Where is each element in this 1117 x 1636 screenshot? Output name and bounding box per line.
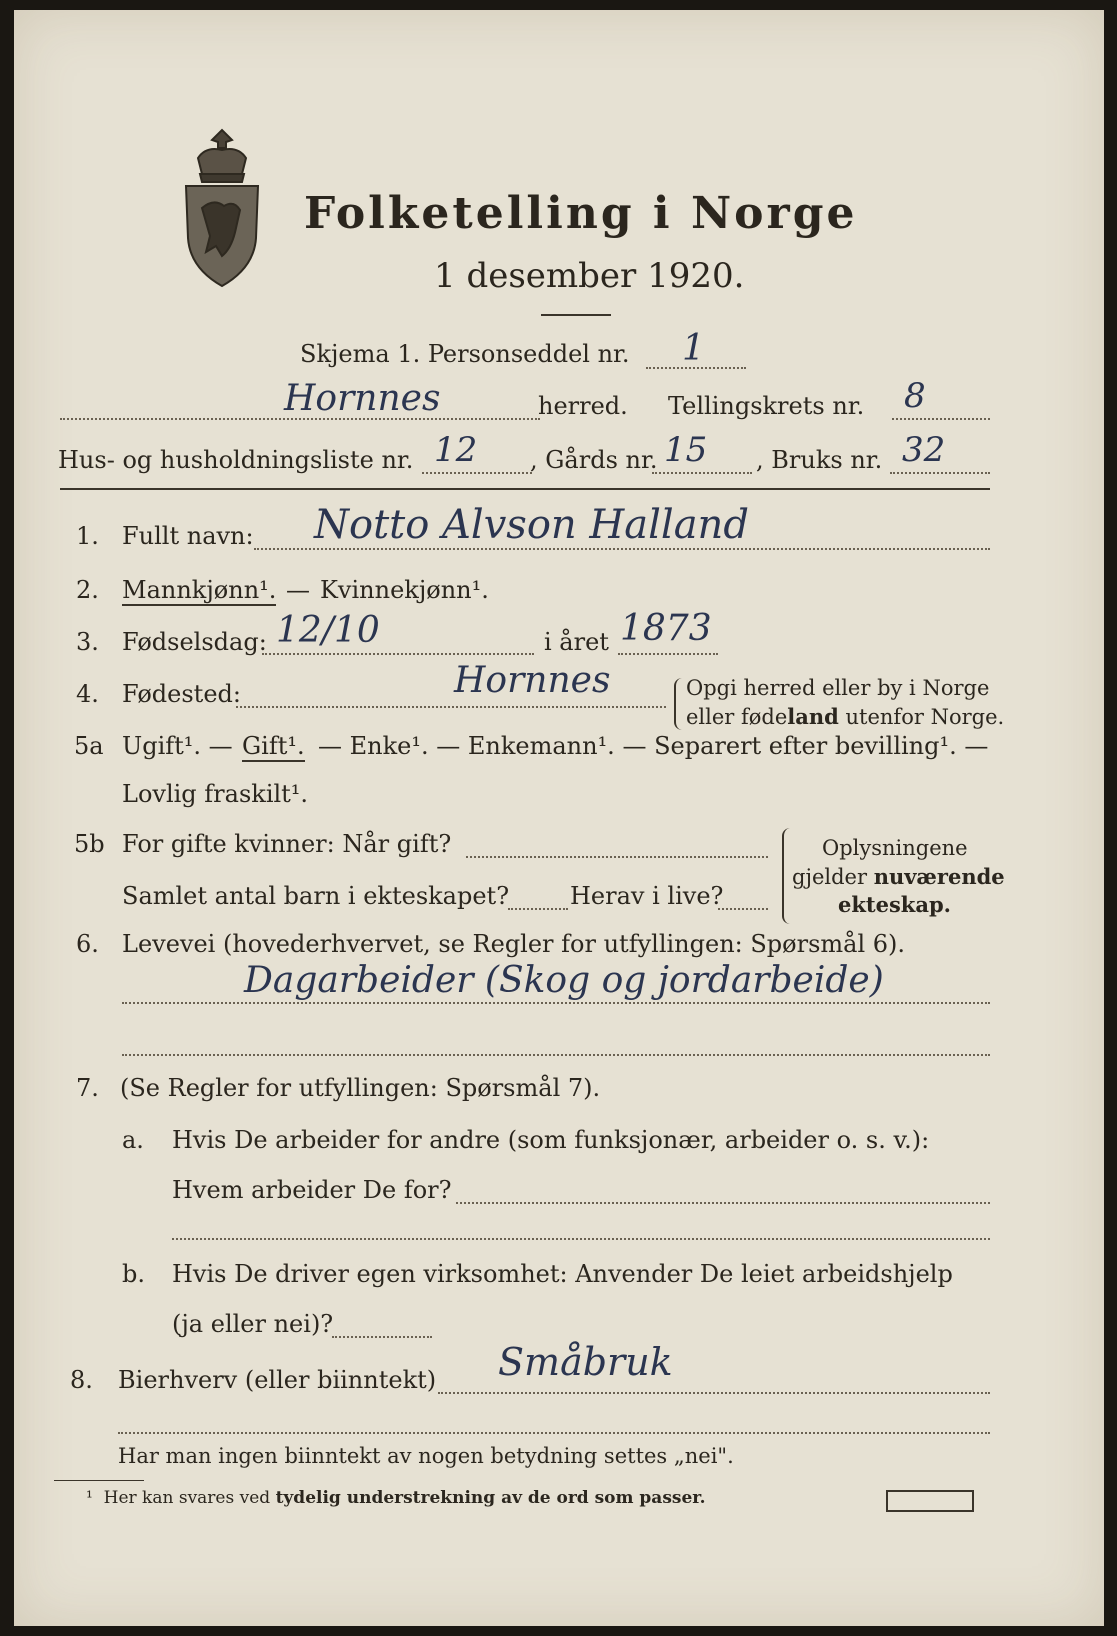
q7a-employer-line xyxy=(456,1202,990,1204)
q5b-when-married-label: For gifte kvinner: Når gift? xyxy=(122,830,452,858)
q4-note-part1: eller føde xyxy=(686,705,788,729)
bruks-line xyxy=(890,472,990,474)
gards-value: 15 xyxy=(664,430,708,470)
hus-line xyxy=(422,472,532,474)
q5b-alive-line xyxy=(718,908,768,910)
q1-full-name-value: Notto Alvson Halland xyxy=(314,502,749,548)
q5a-number: 5a xyxy=(74,732,104,760)
q6-label: Levevei (hovederhvervet, se Regler for utfyllingen: Spørsmål 6). xyxy=(122,930,906,958)
bruks-value: 32 xyxy=(902,430,946,470)
q3-year-value: 1873 xyxy=(620,608,712,649)
q2-separator: — xyxy=(286,576,310,604)
q4-line xyxy=(236,706,666,708)
q5a-other-options: — Enke¹. — Enkemann¹. — Separert efter bevilling¹. — xyxy=(318,732,989,760)
form-title: Folketelling i Norge xyxy=(304,188,858,239)
coat-of-arms-icon xyxy=(176,128,268,293)
printer-stamp-icon xyxy=(886,1490,974,1512)
q3-birthday-value: 12/10 xyxy=(276,610,380,651)
hus-label: Hus- og husholdningsliste nr. xyxy=(58,446,414,474)
q4-label: Fødested: xyxy=(122,680,241,708)
q7-number: 7. xyxy=(76,1074,99,1102)
q2-male-option: Mannkjønn¹. xyxy=(122,576,277,604)
q5b-note-bold: nuværende xyxy=(873,864,1005,889)
q4-note-bold: land xyxy=(787,704,839,729)
gards-line xyxy=(652,472,752,474)
q2-number: 2. xyxy=(76,576,99,604)
q1-line xyxy=(254,548,990,550)
tellingskrets-line xyxy=(892,418,990,420)
footnote-text: Her kan svares ved xyxy=(103,1488,276,1508)
herred-label: herred. xyxy=(538,392,628,420)
q1-label: Fullt navn: xyxy=(122,522,254,550)
q5b-note-line2 xyxy=(792,864,1005,889)
q6-occupation-value: Dagarbeider (Skog og jordarbeide) xyxy=(244,960,884,1001)
q8-side-income-value: Småbruk xyxy=(498,1340,673,1384)
tellingskrets-value: 8 xyxy=(904,376,926,416)
footnote xyxy=(86,1488,706,1508)
gards-label: , Gårds nr. xyxy=(530,446,658,474)
footnote-bold-text: tydelig understrekning av de ord som passer. xyxy=(275,1488,706,1508)
tellingskrets-label: Tellingskrets nr. xyxy=(668,392,865,420)
q7b-label: Hvis De driver egen virksomhet: Anvender De leiet arbeidshjelp xyxy=(172,1260,953,1288)
footer-note: Har man ingen biinntekt av nogen betydning settes „nei". xyxy=(118,1444,734,1468)
q8-label: Bierhverv (eller biinntekt) xyxy=(118,1366,437,1394)
title-divider xyxy=(541,314,611,316)
q4-note-line1: Opgi herred eller by i Norge xyxy=(686,676,990,700)
footnote-mark: ¹ xyxy=(86,1488,93,1508)
q4-note-line2 xyxy=(686,704,1004,729)
census-form-page xyxy=(14,10,1104,1626)
q8-number: 8. xyxy=(70,1366,93,1394)
q4-birthplace-value: Hornnes xyxy=(454,660,611,701)
hus-value: 12 xyxy=(434,430,478,470)
q7b-letter: b. xyxy=(122,1260,145,1288)
q5b-note-line1: Oplysningene xyxy=(822,836,968,860)
q8-line xyxy=(438,1392,990,1394)
q8-extra-line xyxy=(118,1432,990,1434)
q5b-note-part: gjelder xyxy=(792,865,874,889)
q3-year-label: i året xyxy=(544,628,609,656)
q7a-employer-label: Hvem arbeider De for? xyxy=(172,1176,452,1204)
q5b-brace xyxy=(782,828,792,924)
q3-label: Fødselsdag: xyxy=(122,628,267,656)
q3-year-line xyxy=(618,653,718,655)
footnote-rule xyxy=(54,1480,144,1481)
q5a-unmarried-option: Ugift¹. — xyxy=(122,732,233,760)
q4-note-part2: utenfor Norge. xyxy=(838,705,1005,729)
q3-line xyxy=(262,653,534,655)
q3-number: 3. xyxy=(76,628,99,656)
q7a-label: Hvis De arbeider for andre (som funksjonær, arbeider o. s. v.): xyxy=(172,1126,930,1154)
q1-number: 1. xyxy=(76,522,99,550)
q2-female-option: Kvinnekjønn¹. xyxy=(320,576,489,604)
q5b-note-line3: ekteskap. xyxy=(838,892,951,917)
q6-number: 6. xyxy=(76,930,99,958)
q7a-extra-line xyxy=(172,1238,990,1240)
census-date: 1 desember 1920. xyxy=(434,256,745,296)
q6-line1 xyxy=(122,1002,990,1004)
q4-number: 4. xyxy=(76,680,99,708)
q5a-married-option: Gift¹. xyxy=(242,732,305,760)
personseddel-nr-value: 1 xyxy=(682,328,705,369)
q5b-children-line xyxy=(508,908,568,910)
herred-value: Hornnes xyxy=(284,378,441,419)
header-rule xyxy=(60,488,990,490)
q5a-divorced-option: Lovlig fraskilt¹. xyxy=(122,780,309,808)
q5b-number: 5b xyxy=(74,830,105,858)
q5b-alive-label: Herav i live? xyxy=(570,882,724,910)
bruks-label: , Bruks nr. xyxy=(756,446,883,474)
q7a-letter: a. xyxy=(122,1126,144,1154)
q6-line2 xyxy=(122,1054,990,1056)
q4-brace xyxy=(674,678,682,730)
q7b-yes-no-line xyxy=(332,1336,432,1338)
q7b-yes-no-label: (ja eller nei)? xyxy=(172,1310,334,1338)
skjema-label: Skjema 1. Personseddel nr. xyxy=(300,340,630,368)
q5b-children-label: Samlet antal barn i ekteskapet? xyxy=(122,882,510,910)
q5b-when-married-line xyxy=(466,856,768,858)
q7-label: (Se Regler for utfyllingen: Spørsmål 7). xyxy=(120,1074,601,1102)
